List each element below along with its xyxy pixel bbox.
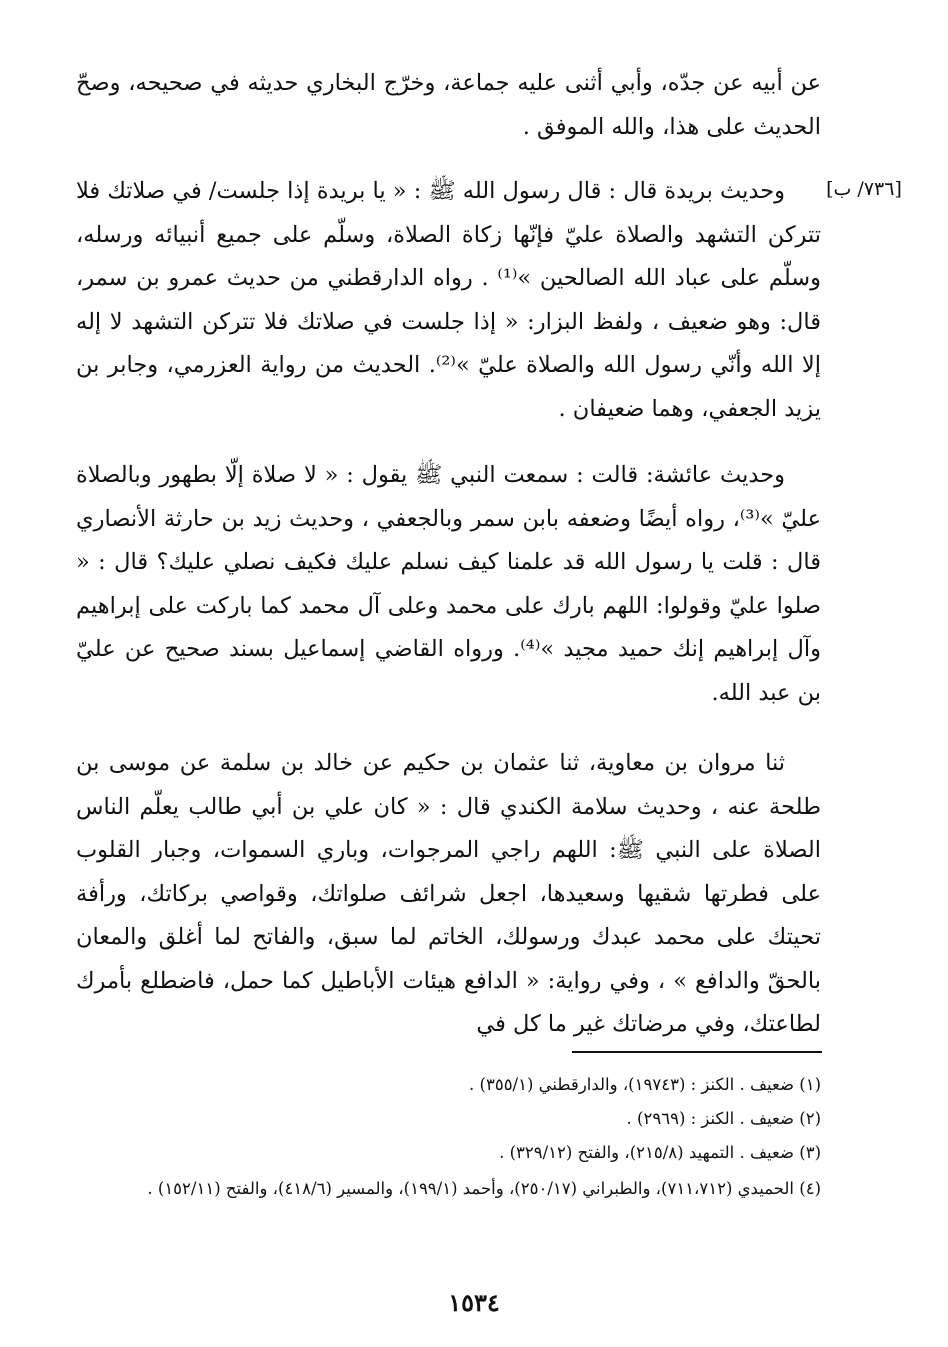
- paragraph-text: وحديث بريدة قال : قال رسول الله ﷺ : « يا بريدة إذا جلست/ في صلاتك فلا تتركن التشهد والصلاة عليّ فإنّها زكاة الصلاة، وسلّم على جميع أنبيائه ورسله، وسلّم على عباد الله الصالحين »⁽¹⁾ . رواه الدارقطني من حديث عمرو بن سمر، قال: وهو ضعيف ، ولفظ البزار: « إذا جلست في صلاتك فلا تتركن التشهد لا إله إلا الله وأنّي رسول الله والصلاة عليّ »⁽²⁾. الحديث من رواية العزرمي، وجابر بن يزيد الجعفي، وهما ضعيفان .: [76, 178, 821, 422]
- paragraph-text: ثنا مروان بن معاوية، ثنا عثمان بن حكيم عن خالد بن سلمة عن موسى بن طلحة عنه ، وحديث سلامة الكندي قال : « كان علي بن أبي طالب يعلّم الناس الصلاة على النبي ﷺ: اللهم راجي المرجوات، وباري السموات، وجبار القلوب على فطرتها شقيها وسعيدها، اجعل شرائف صلواتك، وقواصي بركاتك، ورأفة تحيتك على محمد عبدك ورسولك، الخاتم لما سبق، والفاتح لما أغلق والمعان بالحقّ والدافع » ، وفي رواية: « الدافع هيئات الأباطيل كما حمل، فاضطلع بأمرك لطاعتك، وفي مرضاتك غير ما كل في: [76, 750, 821, 1037]
- footnote-1: (١) ضعيف . الكنز : (١٩٧٤٣)، والدارقطني (٣٥٥/١) .: [469, 1075, 821, 1094]
- footnote-separator: [572, 1051, 822, 1053]
- paragraph-3: [76, 454, 821, 715]
- footnote-2: (٢) ضعيف . الكنز : (٢٩٦٩) .: [626, 1109, 821, 1128]
- footnotes: [76, 1068, 821, 1204]
- footnote-3: (٣) ضعيف . التمهيد (٢١٥/٨)، والفتح (٣٢٩/١٢) .: [499, 1143, 821, 1162]
- paragraph-text: وحديث عائشة: قالت : سمعت النبي ﷺ يقول : « لا صلاة إلّا بطهور وبالصلاة عليّ »⁽³⁾، رواه أيضًا وضعفه بابن سمر وبالجعفي ، وحديث زيد بن حارثة الأنصاري قال : قلت يا رسول الله قد علمنا كيف نسلم عليك فكيف نصلي عليك؟ قال : « صلوا عليّ وقولوا: اللهم بارك على محمد وعلى آل محمد كما باركت على إبراهيم وآل إبراهيم إنك حميد مجيد »⁽⁴⁾. ورواه القاضي إسماعيل بسند صحيح عن عليّ بن عبد الله.: [76, 462, 821, 706]
- paragraph-2: [76, 170, 821, 431]
- paragraph-1: [76, 62, 821, 149]
- manuscript-folio-marker: [٧٣٦/ ب]: [826, 178, 902, 200]
- page-number: ١٥٣٤: [448, 1288, 500, 1317]
- footnote-4: (٤) الحميدي (٧١١،٧١٢)، والطبراني (٢٥٠/١٧)، وأحمد (١٩٩/١)، والمسير (٤١٨/٦)، والفتح (١٥٢/١١) .: [147, 1179, 821, 1198]
- paragraph-text: عن أبيه عن جدّه، وأبي أثنى عليه جماعة، وخرّج البخاري حديثه في صحيحه، وصحّ الحديث على هذا، والله الموفق .: [76, 70, 821, 140]
- paragraph-4: [76, 742, 821, 1047]
